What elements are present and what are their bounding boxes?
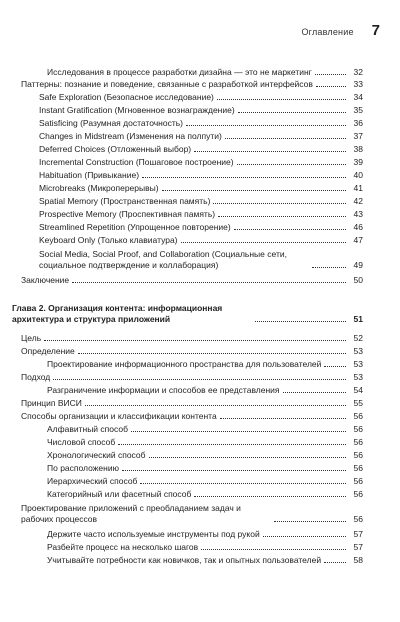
toc-entry-title: Satisficing (Разумная достаточность) — [39, 118, 184, 128]
toc-entry-title: Social Media, Social Proof, and Collaboration (Социальные сети, социальное подтверждение и коллаборация) — [39, 249, 311, 271]
toc-entry-title: Incremental Construction (Пошаговое построение) — [39, 157, 234, 167]
dot-leader — [315, 74, 346, 75]
dot-leader — [53, 379, 346, 380]
toc-chapter-entry — [0, 303, 400, 325]
dot-leader — [149, 457, 347, 458]
toc-entry-title: Принцип ВИСИ — [21, 398, 82, 408]
toc-entry — [0, 118, 400, 129]
toc-entry — [0, 275, 400, 286]
toc-entry-page: 36 — [353, 118, 363, 128]
toc-entry — [0, 144, 400, 155]
toc-entry-title: Prospective Memory (Проспективная память) — [39, 209, 216, 219]
dot-leader — [316, 86, 346, 87]
toc-entry-title: Streamlined Repetition (Упрощенное повторение) — [39, 222, 231, 232]
dot-leader — [44, 340, 346, 341]
toc-entry-title: Spatial Memory (Пространственная память) — [39, 196, 211, 206]
toc-entry-title: Microbreaks (Микроперерывы) — [39, 183, 159, 193]
toc-entry-title: Способы организации и классификации контента — [21, 411, 217, 421]
toc-entry-page: 33 — [353, 79, 363, 89]
dot-leader — [218, 216, 346, 217]
toc-entry — [0, 542, 400, 553]
toc-entry — [0, 209, 400, 220]
dot-leader — [225, 138, 346, 139]
dot-leader — [255, 321, 346, 322]
dot-leader — [201, 549, 346, 550]
toc-entry — [0, 359, 400, 370]
dot-leader — [263, 536, 346, 537]
toc-entry — [0, 529, 400, 540]
toc-entry-title: Глава 2. Организация контента: информационная архитектура и структура приложений — [12, 303, 254, 325]
dot-leader — [162, 190, 346, 191]
toc-entry-page: 51 — [353, 314, 363, 324]
toc-entry-page: 56 — [353, 424, 363, 434]
toc-entry — [0, 67, 400, 78]
toc-entry-page: 41 — [353, 183, 363, 193]
toc-entry — [0, 235, 400, 246]
toc-entry-title: Проектирование информационного пространства для пользователей — [47, 359, 322, 369]
toc-entry-page: 56 — [353, 437, 363, 447]
toc-entry — [0, 92, 400, 103]
dot-leader — [324, 562, 346, 563]
toc-entry-page: 37 — [353, 131, 363, 141]
dot-leader — [234, 229, 346, 230]
dot-leader — [142, 177, 346, 178]
toc-entry — [0, 131, 400, 142]
toc-entry-title: Категорийный или фасетный способ — [47, 489, 192, 499]
toc-entry — [0, 372, 400, 383]
toc-entry-title: Keyboard Only (Только клавиатура) — [39, 235, 178, 245]
toc-entry-title: Паттерны: познание и поведение, связанные с разработкой интерфейсов — [21, 79, 313, 89]
toc-entry-title: Держите часто используемые инструменты под рукой — [47, 529, 260, 539]
running-header-title: Оглавление — [301, 27, 354, 37]
toc-entry-page: 39 — [353, 157, 363, 167]
dot-leader — [237, 164, 346, 165]
toc-entry-page: 47 — [353, 235, 363, 245]
dot-leader — [140, 483, 346, 484]
dot-leader — [324, 366, 346, 367]
toc-entry — [0, 249, 400, 271]
dot-leader — [131, 431, 346, 432]
toc-entry — [0, 503, 400, 525]
toc-entry — [0, 555, 400, 566]
toc-entry — [0, 105, 400, 116]
dot-leader — [194, 496, 346, 497]
toc-entry-page: 58 — [353, 555, 363, 565]
toc-entry-title: Разграничение информации и способов ее представления — [47, 385, 280, 395]
dot-leader — [217, 99, 346, 100]
toc-entry — [0, 437, 400, 448]
toc-entry-page: 42 — [353, 196, 363, 206]
toc-entry-page: 56 — [353, 489, 363, 499]
toc-entry-title: Проектирование приложений с преобладанием задач и рабочих процессов — [21, 503, 273, 525]
toc-entry-title: Deferred Choices (Отложенный выбор) — [39, 144, 192, 154]
toc-entry-title: Иерархический способ — [47, 476, 138, 486]
toc-entry — [0, 385, 400, 396]
toc-entry-page: 57 — [353, 529, 363, 539]
toc-entry-page: 54 — [353, 385, 363, 395]
toc-entry-title: Алфавитный способ — [47, 424, 128, 434]
toc-entry-page: 32 — [353, 67, 363, 77]
page-header — [0, 22, 380, 39]
toc-entry-page: 56 — [353, 476, 363, 486]
toc-entry-page: 46 — [353, 222, 363, 232]
dot-leader — [220, 418, 346, 419]
toc-entry — [0, 411, 400, 422]
toc-entry-title: Учитывайте потребности как новичков, так и опытных пользователей — [47, 555, 322, 565]
toc-entry-page: 56 — [353, 450, 363, 460]
dot-leader — [283, 392, 347, 393]
toc-entry — [0, 398, 400, 409]
toc-entry-title: Числовой способ — [47, 437, 116, 447]
toc-entry — [0, 476, 400, 487]
toc-entry-page: 34 — [353, 92, 363, 102]
toc-entry-title: Safe Exploration (Безопасное исследование) — [39, 92, 214, 102]
toc-entry-page: 52 — [353, 333, 363, 343]
toc-entry — [0, 79, 400, 90]
dot-leader — [186, 125, 346, 126]
dot-leader — [194, 151, 346, 152]
toc-entry-page: 49 — [353, 260, 363, 270]
toc-entry-title: Исследования в процессе разработки дизайна — это не маркетинг — [47, 67, 312, 77]
page-number: 7 — [371, 22, 380, 39]
dot-leader — [181, 242, 346, 243]
toc-entry-page: 50 — [353, 275, 363, 285]
toc-entry-page: 57 — [353, 542, 363, 552]
toc-entry-title: Changes in Midstream (Изменения на полпути) — [39, 131, 222, 141]
toc-entry-page: 53 — [353, 359, 363, 369]
toc-entry-page: 53 — [353, 346, 363, 356]
dot-leader — [122, 470, 346, 471]
toc-entry — [0, 157, 400, 168]
toc-entry — [0, 346, 400, 357]
dot-leader — [312, 267, 346, 268]
dot-leader — [213, 203, 346, 204]
toc-entry — [0, 463, 400, 474]
toc-entry-title: Хронологический способ — [47, 450, 146, 460]
toc-entry — [0, 450, 400, 461]
toc-entry-title: Определение — [21, 346, 75, 356]
dot-leader — [118, 444, 346, 445]
toc-entry-page: 53 — [353, 372, 363, 382]
toc-entry-page: 56 — [353, 514, 363, 524]
toc-entry-page: 56 — [353, 411, 363, 421]
toc-entry-page: 43 — [353, 209, 363, 219]
toc-entry — [0, 489, 400, 500]
dot-leader — [78, 353, 346, 354]
dot-leader — [72, 282, 346, 283]
toc-entry — [0, 196, 400, 207]
toc-entry-title: Разбейте процесс на несколько шагов — [47, 542, 199, 552]
toc-entry-page: 35 — [353, 105, 363, 115]
toc-entry — [0, 222, 400, 233]
dot-leader — [238, 112, 346, 113]
toc-entry-title: По расположению — [47, 463, 119, 473]
toc-entry — [0, 424, 400, 435]
toc-entry-page: 56 — [353, 463, 363, 473]
toc-entry-title: Instant Gratification (Мгновенное вознаграждение) — [39, 105, 235, 115]
toc-entry-title: Подход — [21, 372, 51, 382]
toc-entry — [0, 170, 400, 181]
toc-entry-title: Цель — [21, 333, 42, 343]
toc-entry-title: Заключение — [21, 275, 70, 285]
toc-entry — [0, 183, 400, 194]
dot-leader — [85, 405, 346, 406]
dot-leader — [274, 521, 346, 522]
toc-entry-page: 38 — [353, 144, 363, 154]
toc-entry-page: 55 — [353, 398, 363, 408]
toc-entry-page: 40 — [353, 170, 363, 180]
toc-entry-title: Habituation (Привыкание) — [39, 170, 140, 180]
toc-entry — [0, 333, 400, 344]
